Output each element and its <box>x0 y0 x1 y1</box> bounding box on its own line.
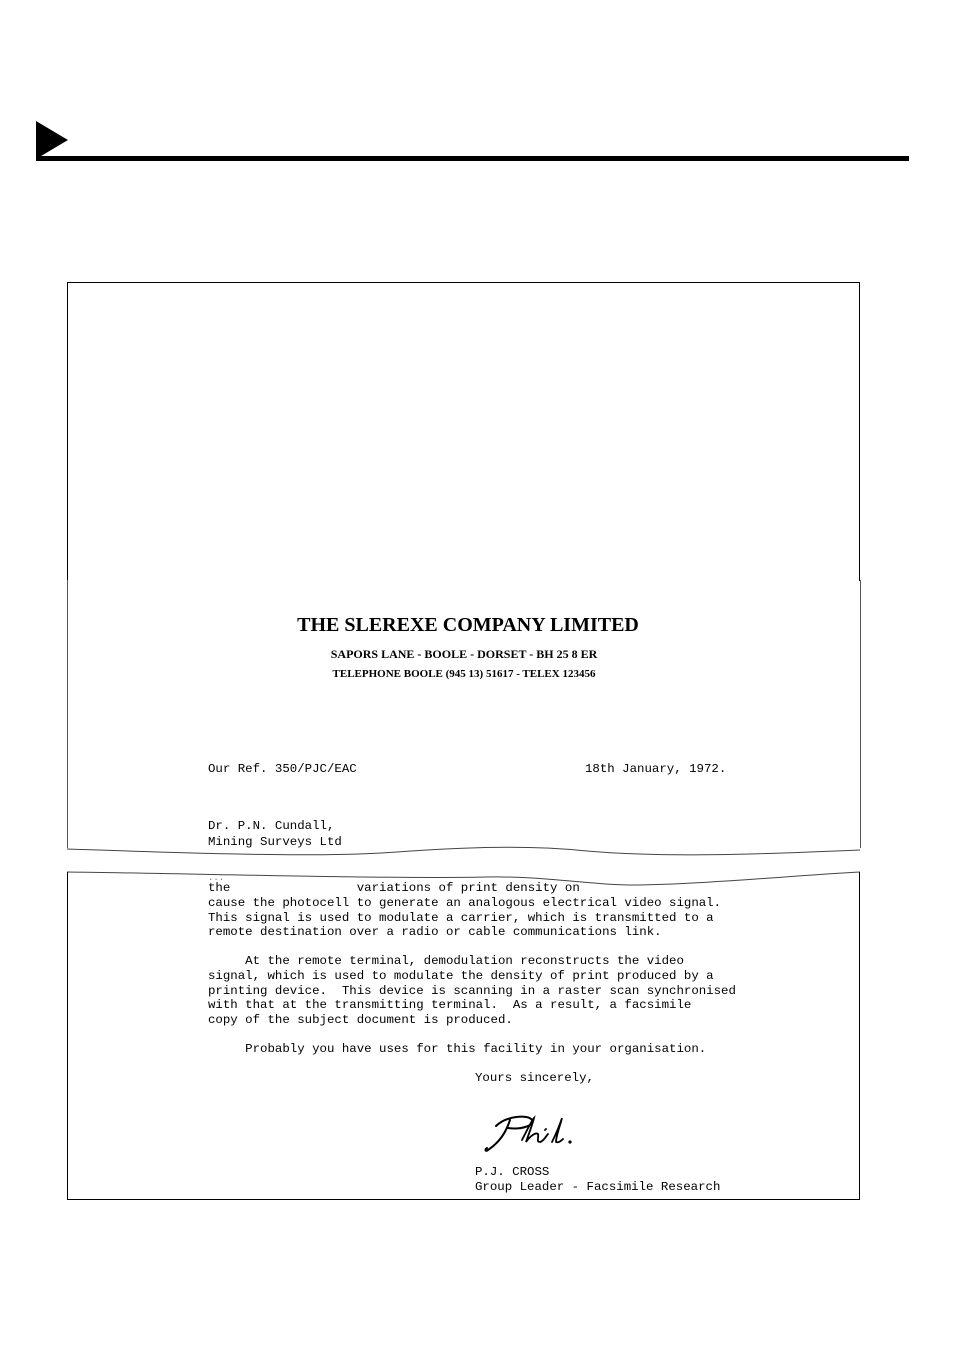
letter-date: 18th January, 1972. <box>585 762 727 776</box>
our-reference: Our Ref. 350/PJC/EAC <box>208 762 357 776</box>
recipient-company-partial: Mining Surveys Ltd <box>208 835 342 848</box>
letter-bottom-part <box>67 872 860 1200</box>
torn-text-fragment: ... <box>208 873 225 883</box>
body-line: cause the photocell to generate an analogous electrical video signal. <box>208 896 722 910</box>
signature <box>482 1108 582 1158</box>
body-line: Probably you have uses for this facility in your organisation. <box>208 1042 707 1056</box>
body-line: remote destination over a radio or cable communications link. <box>208 925 662 940</box>
company-name: THE SLEREXE COMPANY LIMITED <box>297 614 639 636</box>
company-address: SAPORS LANE - BOOLE - DORSET - BH 25 8 ER <box>330 647 598 661</box>
company-phone: TELEPHONE BOOLE (945 13) 51617 - TELEX 123456 <box>332 668 596 680</box>
body-line: signal, which is used to modulate the density of print produced by a <box>208 969 714 983</box>
blank-area <box>67 282 860 581</box>
body-line: copy of the subject document is produced. <box>208 1012 513 1027</box>
header-rule <box>36 156 909 161</box>
signer-name: P.J. CROSS <box>475 1165 550 1179</box>
closing: Yours sincerely, <box>475 1071 594 1085</box>
body-line: with that at the transmitting terminal. As a result, a facsimile <box>208 998 692 1013</box>
body-line: At the remote terminal, demodulation reconstructs the video <box>208 954 684 969</box>
body-line: printing device. This device is scanning in a raster scan synchronised <box>208 983 736 998</box>
torn-text-line: the variations of print density on <box>208 881 580 895</box>
section-arrow-icon <box>36 121 68 159</box>
letter-top-part <box>67 580 861 848</box>
recipient-name: Dr. P.N. Cundall, <box>208 819 335 833</box>
signer-title: Group Leader - Facsimile Research <box>475 1180 721 1194</box>
body-line: This signal is used to modulate a carrier, which is transmitted to a <box>208 910 714 925</box>
fax-document-frame <box>67 282 860 1200</box>
